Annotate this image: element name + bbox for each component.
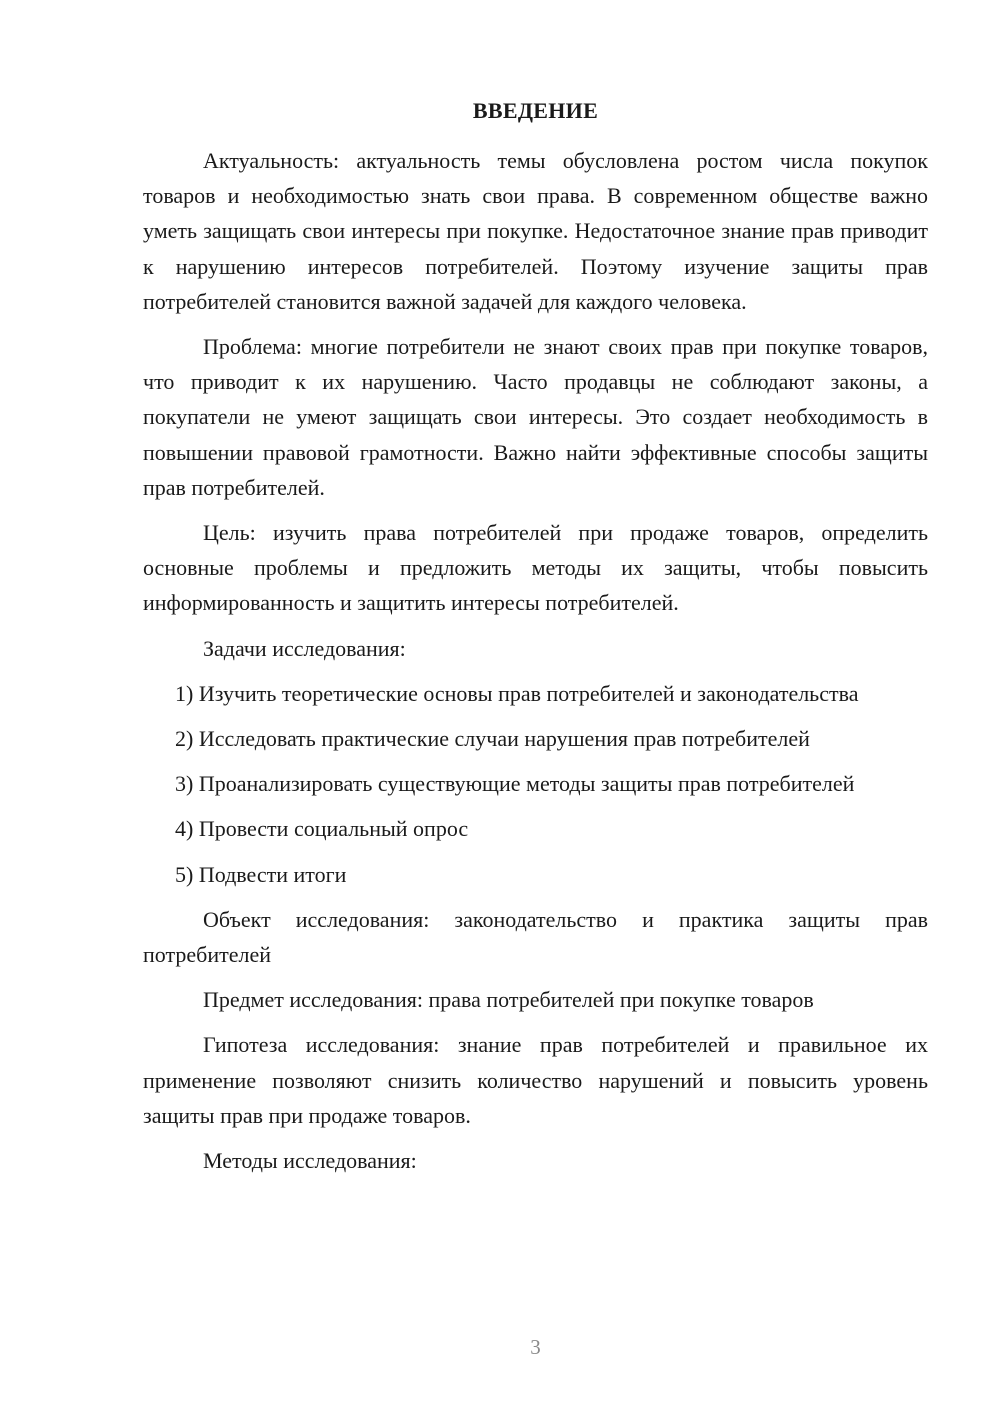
list-item-task-2: 2) Исследовать практические случаи нарушения прав потребителей — [175, 726, 810, 752]
page-title: ВВЕДЕНИЕ — [472, 98, 599, 123]
paragraph-hypothesis: Гипотеза исследования: знание прав потребителей и правильное их применение позволяют снизить количество нарушений и повысить уровень защиты прав при продаже товаров. — [143, 1032, 928, 1128]
list-item-task-5: 5) Подвести итоги — [175, 861, 347, 887]
paragraph-problem: Проблема: многие потребители не знают своих прав при покупке товаров, что приводит к их нарушению. Часто продавцы не соблюдают законы, а покупатели не умеют защищать свои интересы. Это создает необходимость в повышении правовой грамотности. Важно найти эффективные способы защиты прав потребителей. — [143, 334, 928, 500]
page-number: 3 — [530, 1335, 541, 1359]
paragraph-object: Объект исследования: законодательство и практика защиты прав потребителей — [143, 906, 928, 968]
list-item-task-1: 1) Изучить теоретические основы прав потребителей и законодательства — [175, 680, 859, 706]
paragraph-subject: Предмет исследования: права потребителей при покупке товаров — [203, 987, 814, 1013]
paragraph-methods-heading: Методы исследования: — [203, 1148, 417, 1174]
list-item-task-3: 3) Проанализировать существующие методы защиты прав потребителей — [175, 771, 855, 797]
paragraph-tasks-heading: Задачи исследования: — [203, 635, 406, 661]
document-body — [143, 143, 928, 1188]
list-item-task-4: 4) Провести социальный опрос — [175, 816, 469, 842]
paragraph-relevance: Актуальность: актуальность темы обусловлена ростом числа покупок товаров и необходимостью знать свои права. В современном обществе важно уметь защищать свои интересы при покупке. Недостаточное знание прав приводит к нарушению интересов потребителей. Поэтому изучение защиты прав потребителей становится важной задачей для каждого человека. — [143, 148, 928, 314]
paragraph-goal: Цель: изучить права потребителей при продаже товаров, определить основные проблемы и предложить методы их защиты, чтобы повысить информированность и защитить интересы потребителей. — [143, 520, 928, 616]
document-page — [143, 0, 928, 1414]
